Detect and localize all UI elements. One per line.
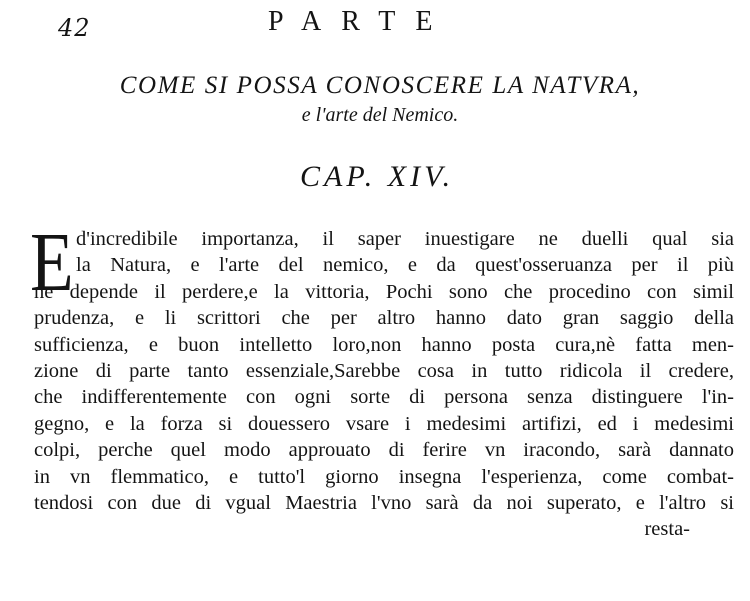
text-line-1: d'incredibile importanza, il saper inuestigare ne duelli qual sia [76,228,734,250]
text-line-4: prudenza, e li scrittori che per altro hanno dato gran saggio della [34,307,734,330]
text-line-11: tendosi con due di vgual Maestria l'vno sarà da noi superato, e l'altro si [34,491,734,514]
chapter-title: COME SI POSSA CONOSCERE LA NATVRA, [119,72,641,99]
text-line-5: sufficienza, e buon intelletto loro,non hanno posta cura,nè fatta men- [34,333,734,356]
text-line-6: zione di parte tanto essenziale,Sarebbe cosa in tutto ridicola il credere, [34,359,734,382]
body-text [30,216,740,543]
chapter-number: CAP. XIV. [300,160,455,193]
running-head: PARTE [268,6,453,37]
text-line-10: in vn flemmatico, e tutto'l giorno insegna l'esperienza, come combat- [34,465,734,488]
text-line-7: che indifferentemente con ogni sorte di persona senza distinguere l'in- [34,386,734,409]
text-line-3: ne depende il perdere,e la vittoria, Pochi sono che procedino con simil [34,280,734,303]
catchword: resta- [644,518,690,541]
page-number: 42 [58,14,91,42]
text-line-9: colpi, perche quel modo approuato di ferire vn iracondo, sarà dannato [34,439,734,462]
drop-cap: E [30,216,74,309]
text-line-8: gegno, e la forza si douessero vsare i medesimi artifizi, ed i medesimi [34,412,734,435]
chapter-subtitle: e l'arte del Nemico. [301,104,459,126]
text-line-2: la Natura, e l'arte del nemico, e da quest'osseruanza per il più [76,254,734,277]
